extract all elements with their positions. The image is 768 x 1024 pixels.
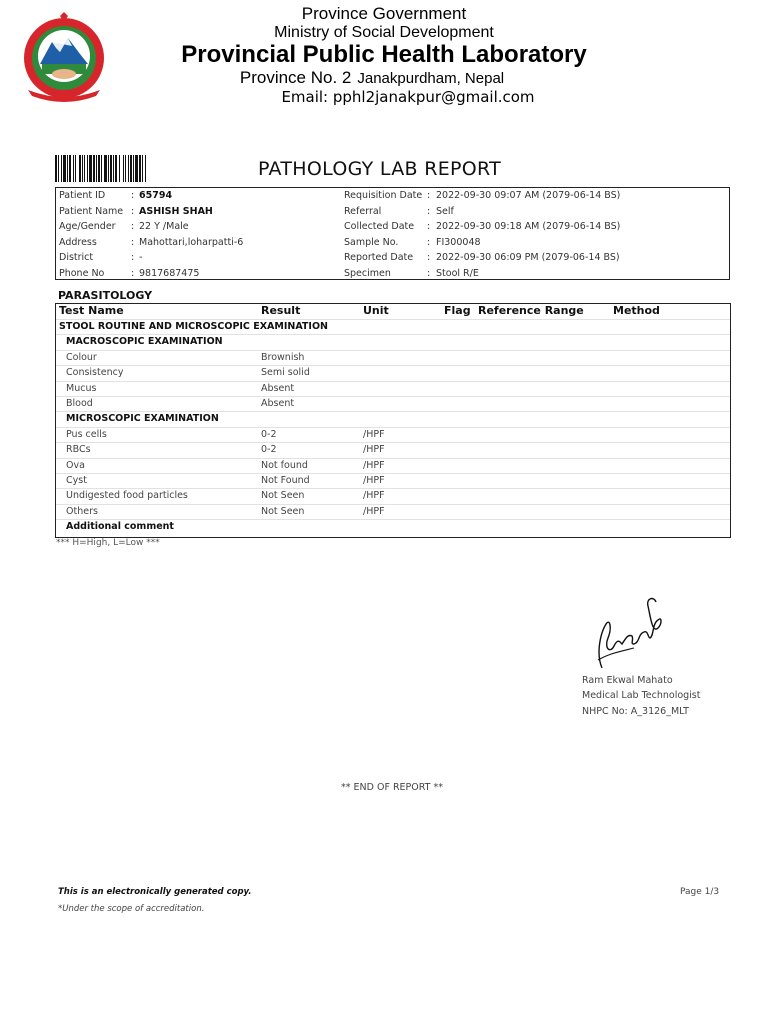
table-row xyxy=(56,488,730,503)
report-field-label: Sample No. xyxy=(344,236,399,248)
patient-field-value: 9817687475 xyxy=(139,267,200,279)
patient-field-colon: : xyxy=(131,205,135,217)
table-row xyxy=(56,334,730,349)
header-lab-name: Provincial Public Health Laboratory xyxy=(181,41,587,68)
table-row xyxy=(56,442,730,457)
report-field-value: 2022-09-30 09:07 AM (2079-06-14 BS) xyxy=(436,190,621,201)
col-header-flag: Flag xyxy=(444,304,471,317)
table-row xyxy=(56,473,730,488)
patient-field-value: Mahottari,loharpatti-6 xyxy=(139,236,244,248)
patient-field-colon: : xyxy=(131,236,135,248)
test-unit: /HPF xyxy=(363,505,385,517)
test-name: Cyst xyxy=(66,475,87,486)
header-province-no: Province No. 2 xyxy=(239,68,352,87)
section-title: PARASITOLOGY xyxy=(58,289,153,302)
header-email: Email: pphl2janakpur@gmail.com xyxy=(281,88,535,106)
test-group-title: STOOL ROUTINE AND MICROSCOPIC EXAMINATION xyxy=(59,321,328,332)
test-unit: /HPF xyxy=(363,490,385,502)
table-row xyxy=(56,519,730,534)
test-unit: /HPF xyxy=(363,428,385,440)
test-subgroup-title: Additional comment xyxy=(66,521,174,533)
report-field-colon: : xyxy=(427,221,431,232)
test-result: Not Seen xyxy=(261,490,305,502)
test-result: Not found xyxy=(261,459,308,471)
test-unit: /HPF xyxy=(363,475,385,486)
test-result: Semi solid xyxy=(261,367,310,379)
results-table xyxy=(55,303,731,538)
report-field-label: Reported Date xyxy=(344,252,414,263)
report-field-colon: : xyxy=(427,205,431,217)
test-name: Undigested food particles xyxy=(66,490,188,502)
report-field-value: Self xyxy=(436,205,454,217)
test-result: 0-2 xyxy=(261,444,277,456)
test-result: Absent xyxy=(261,398,295,409)
table-row xyxy=(56,365,730,380)
col-header-range: Reference Range xyxy=(478,304,584,317)
patient-field-label: Age/Gender xyxy=(59,221,116,232)
col-header-unit: Unit xyxy=(363,304,389,317)
report-field-colon: : xyxy=(427,252,431,263)
report-field-label: Referral xyxy=(344,205,382,217)
test-subgroup-title: MACROSCOPIC EXAMINATION xyxy=(66,336,223,348)
report-field-label: Specimen xyxy=(344,267,391,279)
patient-field-label: Patient Name xyxy=(59,205,124,217)
test-name: Ova xyxy=(66,459,85,471)
report-title: PATHOLOGY LAB REPORT xyxy=(258,158,502,180)
header-address xyxy=(42,68,702,88)
flag-legend: *** H=High, L=Low *** xyxy=(56,538,160,548)
barcode-icon xyxy=(55,155,183,182)
col-header-result: Result xyxy=(261,304,301,317)
patient-field-label: Patient ID xyxy=(59,190,106,201)
report-field-label: Requisition Date xyxy=(344,190,423,201)
signer-name: Ram Ekwal Mahato xyxy=(582,675,673,686)
report-field-label: Collected Date xyxy=(344,221,415,232)
patient-field-value: - xyxy=(139,252,143,263)
table-row xyxy=(56,319,730,334)
header-ministry: Ministry of Social Development xyxy=(274,24,494,41)
test-name: Colour xyxy=(66,351,97,363)
test-result: 0-2 xyxy=(261,428,277,440)
test-name: Others xyxy=(66,505,98,517)
patient-field-value: 65794 xyxy=(139,190,173,201)
table-row xyxy=(56,350,730,365)
test-name: Pus cells xyxy=(66,428,107,440)
test-name: Blood xyxy=(66,398,93,409)
header-city: Janakpurdham, Nepal xyxy=(357,70,505,87)
test-result: Not Seen xyxy=(261,505,305,517)
test-unit: /HPF xyxy=(363,459,385,471)
end-of-report: ** END OF REPORT ** xyxy=(341,782,443,793)
col-header-test: Test Name xyxy=(59,304,124,317)
signature-icon xyxy=(588,594,668,674)
table-row xyxy=(56,504,730,519)
patient-field-colon: : xyxy=(131,252,135,263)
patient-field-value: ASHISH SHAH xyxy=(139,205,213,217)
report-field-value: 2022-09-30 06:09 PM (2079-06-14 BS) xyxy=(436,252,620,263)
footer-accreditation-note: *Under the scope of accreditation. xyxy=(58,904,205,914)
test-subgroup-title: MICROSCOPIC EXAMINATION xyxy=(66,413,219,425)
test-unit: /HPF xyxy=(363,444,385,456)
table-row xyxy=(56,411,730,426)
signer-title: Medical Lab Technologist xyxy=(582,690,701,701)
table-row xyxy=(56,396,730,411)
test-result: Not Found xyxy=(261,475,310,486)
test-name: RBCs xyxy=(66,444,91,456)
report-field-value: Stool R/E xyxy=(436,267,479,279)
table-row xyxy=(56,381,730,396)
report-field-value: FI300048 xyxy=(436,236,481,248)
patient-field-label: Address xyxy=(59,236,97,248)
test-name: Mucus xyxy=(66,382,97,394)
patient-field-colon: : xyxy=(131,221,135,232)
test-result: Brownish xyxy=(261,351,305,363)
footer-electronic-note: This is an electronically generated copy. xyxy=(58,887,252,897)
test-name: Consistency xyxy=(66,367,124,379)
table-row xyxy=(56,427,730,442)
report-field-colon: : xyxy=(427,190,431,201)
report-field-colon: : xyxy=(427,267,431,279)
signer-nhpc: NHPC No: A_3126_MLT xyxy=(582,706,689,717)
col-header-method: Method xyxy=(613,304,660,317)
patient-info-box xyxy=(55,187,730,280)
header-province-government: Province Government xyxy=(301,4,467,23)
patient-field-colon: : xyxy=(131,190,135,201)
patient-field-value: 22 Y /Male xyxy=(139,221,189,232)
patient-field-label: District xyxy=(59,252,94,263)
report-field-colon: : xyxy=(427,236,431,248)
page-number: Page 1/3 xyxy=(680,887,720,897)
patient-field-colon: : xyxy=(131,267,135,279)
patient-field-label: Phone No xyxy=(59,267,105,279)
test-result: Absent xyxy=(261,382,295,394)
report-field-value: 2022-09-30 09:18 AM (2079-06-14 BS) xyxy=(436,221,621,232)
table-row xyxy=(56,458,730,473)
